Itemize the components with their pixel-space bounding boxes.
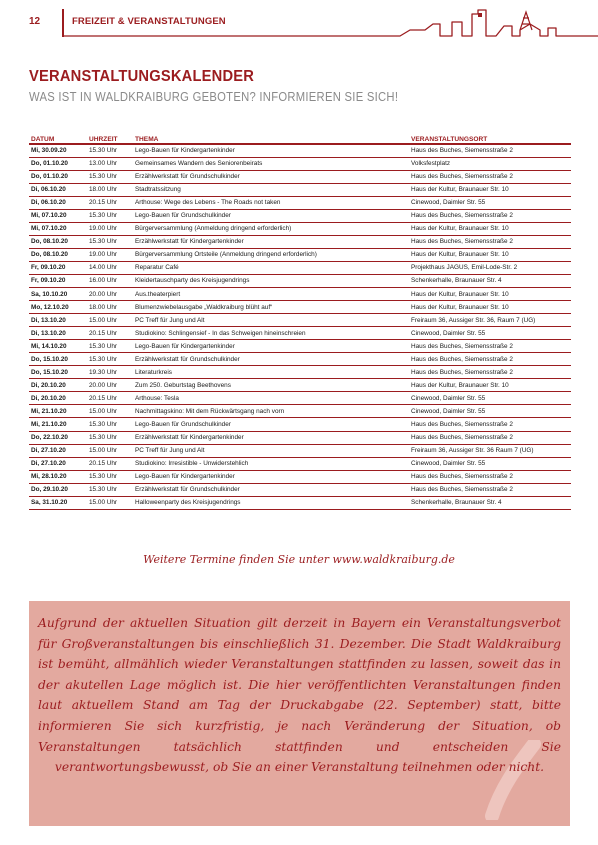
cell-date: Mo, 12.10.20: [29, 301, 87, 314]
cell-theme: Reparatur Café: [133, 261, 409, 274]
cell-time: 15.00 Uhr: [87, 405, 133, 418]
table-row: [29, 183, 571, 196]
cell-theme: Nachmittagskino: Mit dem Rückwärtsgang nach vorn: [133, 405, 409, 418]
cell-date: Di, 20.10.20: [29, 392, 87, 405]
cell-time: 20.15 Uhr: [87, 457, 133, 470]
cell-date: Di, 06.10.20: [29, 196, 87, 209]
table-row: [29, 418, 571, 431]
cell-time: 18.00 Uhr: [87, 183, 133, 196]
cell-venue: Haus der Kultur, Braunauer Str. 10: [409, 301, 571, 314]
table-row: [29, 235, 571, 248]
cell-theme: Zum 250. Geburtstag Beethovens: [133, 379, 409, 392]
table-row: [29, 431, 571, 444]
table-row: [29, 327, 571, 340]
table-row: [29, 444, 571, 457]
cell-theme: Lego-Bauen für Grundschulkinder: [133, 418, 409, 431]
more-events-link-text: Weitere Termine finden Sie unter www.waldkraiburg.de: [143, 553, 455, 566]
cell-date: Do, 15.10.20: [29, 353, 87, 366]
cell-venue: Haus des Buches, Siemensstraße 2: [409, 353, 571, 366]
cell-date: Di, 27.10.20: [29, 457, 87, 470]
cell-time: 19.00 Uhr: [87, 222, 133, 235]
cell-date: Do, 08.10.20: [29, 248, 87, 261]
cell-theme: Erzählwerkstatt für Grundschulkinder: [133, 483, 409, 496]
cell-time: 15.30 Uhr: [87, 431, 133, 444]
column-header-venue: VERANSTALTUNGSORT: [409, 133, 571, 144]
cell-venue: Schenkerhalle, Braunauer Str. 4: [409, 496, 571, 509]
cell-theme: PC Treff für Jung und Alt: [133, 314, 409, 327]
cell-venue: Cinewood, Daimler Str. 55: [409, 457, 571, 470]
cell-date: Do, 01.10.20: [29, 157, 87, 170]
cell-venue: Freiraum 36, Aussiger Str. 36, Raum 7 (UG): [409, 314, 571, 327]
table-row: [29, 144, 571, 157]
cell-theme: Literaturkreis: [133, 366, 409, 379]
cell-venue: Haus der Kultur, Braunauer Str. 10: [409, 222, 571, 235]
cell-date: Mi, 30.09.20: [29, 144, 87, 157]
cell-theme: Lego-Bauen für Kindergartenkinder: [133, 144, 409, 157]
cell-time: 14.00 Uhr: [87, 261, 133, 274]
cell-theme: Kleidertauschparty des Kreisjugendrings: [133, 274, 409, 287]
cell-venue: Haus der Kultur, Braunauer Str. 10: [409, 248, 571, 261]
cell-venue: Haus der Kultur, Braunauer Str. 10: [409, 379, 571, 392]
cell-theme: Erzählwerkstatt für Kindergartenkinder: [133, 235, 409, 248]
cell-venue: Freiraum 36, Aussiger Str. 36 Raum 7 (UG): [409, 444, 571, 457]
cell-venue: Haus des Buches, Siemensstraße 2: [409, 235, 571, 248]
cell-venue: Haus des Buches, Siemensstraße 2: [409, 431, 571, 444]
cell-venue: Haus der Kultur, Braunauer Str. 10: [409, 183, 571, 196]
cell-theme: Arthouse: Tesla: [133, 392, 409, 405]
cell-date: Mi, 07.10.20: [29, 222, 87, 235]
cell-time: 15.30 Uhr: [87, 470, 133, 483]
cell-time: 20.00 Uhr: [87, 288, 133, 301]
cell-theme: Stadtratssitzung: [133, 183, 409, 196]
cell-theme: Erzählwerkstatt für Grundschulkinder: [133, 170, 409, 183]
table-row: [29, 301, 571, 314]
cell-theme: Erzählwerkstatt für Grundschulkinder: [133, 353, 409, 366]
table-row: [29, 353, 571, 366]
cell-date: Do, 08.10.20: [29, 235, 87, 248]
table-row: [29, 314, 571, 327]
cell-venue: Haus des Buches, Siemensstraße 2: [409, 209, 571, 222]
cell-venue: Haus des Buches, Siemensstraße 2: [409, 418, 571, 431]
cell-date: Mi, 28.10.20: [29, 470, 87, 483]
cell-date: Sa, 10.10.20: [29, 288, 87, 301]
cell-venue: Schenkerhalle, Braunauer Str. 4: [409, 274, 571, 287]
cell-date: Do, 01.10.20: [29, 170, 87, 183]
page-title: VERANSTALTUNGSKALENDER: [29, 68, 255, 85]
cell-date: Di, 20.10.20: [29, 379, 87, 392]
cell-theme: Lego-Bauen für Kindergartenkinder: [133, 340, 409, 353]
cell-theme: Halloweenparty des Kreisjugendrings: [133, 496, 409, 509]
column-header-date: DATUM: [29, 133, 87, 144]
cell-time: 20.15 Uhr: [87, 392, 133, 405]
cell-date: Do, 22.10.20: [29, 431, 87, 444]
notice-box: [29, 601, 570, 826]
cell-date: Fr, 09.10.20: [29, 261, 87, 274]
table-row: [29, 288, 571, 301]
cell-time: 15.30 Uhr: [87, 170, 133, 183]
cell-date: Di, 13.10.20: [29, 327, 87, 340]
section-label: FREIZEIT & VERANSTALTUNGEN: [72, 16, 226, 27]
cell-theme: Lego-Bauen für Grundschulkinder: [133, 209, 409, 222]
cell-time: 18.00 Uhr: [87, 301, 133, 314]
cell-venue: Projekthaus JAGUS, Emil-Lode-Str. 2: [409, 261, 571, 274]
cell-time: 20.15 Uhr: [87, 327, 133, 340]
events-table: [29, 133, 571, 510]
cell-venue: Cinewood, Daimler Str. 55: [409, 196, 571, 209]
page-subtitle: WAS IST IN WALDKRAIBURG GEBOTEN? INFORMIEREN SIE SICH!: [29, 90, 399, 104]
table-row: [29, 470, 571, 483]
table-row: [29, 170, 571, 183]
table-row: [29, 340, 571, 353]
cell-time: 15.30 Uhr: [87, 340, 133, 353]
cell-venue: Volksfestplatz: [409, 157, 571, 170]
cell-time: 13.00 Uhr: [87, 157, 133, 170]
cell-theme: Aus.theaterpiert: [133, 288, 409, 301]
table-header-row: [29, 133, 571, 144]
table-row: [29, 496, 571, 509]
table-row: [29, 261, 571, 274]
cell-date: Sa, 31.10.20: [29, 496, 87, 509]
cell-time: 15.30 Uhr: [87, 483, 133, 496]
cell-theme: Studiokino: Schlingensief - In das Schweigen hineinschreien: [133, 327, 409, 340]
cell-theme: Bürgerversammlung Ortsteile (Anmeldung dringend erforderlich): [133, 248, 409, 261]
cell-theme: Studiokino: Irresistible - Unwiderstehlich: [133, 457, 409, 470]
cell-time: 15.30 Uhr: [87, 418, 133, 431]
cell-date: Do, 15.10.20: [29, 366, 87, 379]
table-row: [29, 392, 571, 405]
cell-date: Fr, 09.10.20: [29, 274, 87, 287]
cell-venue: Haus des Buches, Siemensstraße 2: [409, 340, 571, 353]
table-row: [29, 379, 571, 392]
cell-date: Mi, 21.10.20: [29, 405, 87, 418]
page-header: [0, 0, 598, 46]
cell-venue: Haus des Buches, Siemensstraße 2: [409, 144, 571, 157]
city-skyline-icon: [0, 0, 598, 46]
cell-theme: PC Treff für Jung und Alt: [133, 444, 409, 457]
table-row: [29, 196, 571, 209]
cell-time: 19.30 Uhr: [87, 366, 133, 379]
table-row: [29, 483, 571, 496]
table-row: [29, 248, 571, 261]
cell-time: 15.00 Uhr: [87, 314, 133, 327]
cell-theme: Erzählwerkstatt für Kindergartenkinder: [133, 431, 409, 444]
cell-venue: Haus des Buches, Siemensstraße 2: [409, 366, 571, 379]
cell-time: 16.00 Uhr: [87, 274, 133, 287]
cell-time: 15.30 Uhr: [87, 235, 133, 248]
cell-date: Mi, 14.10.20: [29, 340, 87, 353]
cell-date: Do, 29.10.20: [29, 483, 87, 496]
cell-time: 15.30 Uhr: [87, 144, 133, 157]
cell-theme: Lego-Bauen für Kindergartenkinder: [133, 470, 409, 483]
cell-theme: Blumenzwiebelausgabe „Waldkraiburg blüht auf“: [133, 301, 409, 314]
table-row: [29, 222, 571, 235]
column-header-time: UHRZEIT: [87, 133, 133, 144]
cell-time: 19.00 Uhr: [87, 248, 133, 261]
table-row: [29, 157, 571, 170]
cell-venue: Haus des Buches, Siemensstraße 2: [409, 170, 571, 183]
cell-venue: Cinewood, Daimler Str. 55: [409, 327, 571, 340]
cell-venue: Cinewood, Daimler Str. 55: [409, 405, 571, 418]
table-row: [29, 366, 571, 379]
events-table-body: [29, 144, 571, 509]
cell-date: Di, 27.10.20: [29, 444, 87, 457]
cell-venue: Haus des Buches, Siemensstraße 2: [409, 470, 571, 483]
cell-time: 15.00 Uhr: [87, 496, 133, 509]
cell-time: 15.30 Uhr: [87, 209, 133, 222]
cell-venue: Cinewood, Daimler Str. 55: [409, 392, 571, 405]
cell-date: Mi, 21.10.20: [29, 418, 87, 431]
cell-theme: Arthouse: Wege des Lebens - The Roads not taken: [133, 196, 409, 209]
table-row: [29, 405, 571, 418]
cell-time: 15.30 Uhr: [87, 353, 133, 366]
cell-venue: Haus des Buches, Siemensstraße 2: [409, 483, 571, 496]
cell-venue: Haus der Kultur, Braunauer Str. 10: [409, 288, 571, 301]
cell-time: 20.15 Uhr: [87, 196, 133, 209]
page-number: 12: [29, 16, 41, 27]
cell-date: Mi, 07.10.20: [29, 209, 87, 222]
column-header-theme: THEMA: [133, 133, 409, 144]
cell-theme: Gemeinsames Wandern des Seniorenbeirats: [133, 157, 409, 170]
table-row: [29, 274, 571, 287]
cell-time: 15.00 Uhr: [87, 444, 133, 457]
cell-theme: Bürgerversammlung (Anmeldung dringend erforderlich): [133, 222, 409, 235]
cell-time: 20.00 Uhr: [87, 379, 133, 392]
cell-date: Di, 06.10.20: [29, 183, 87, 196]
cell-date: Di, 13.10.20: [29, 314, 87, 327]
table-row: [29, 457, 571, 470]
notice-text: Aufgrund der aktuellen Situation gilt derzeit in Bayern ein Veranstaltungsverbot für Großveranstaltungen bis einschließlich 31. Dezember. Die Stadt Waldkraiburg ist bemüht, allmählich wieder Veranstaltungen stattfinden zu lassen, soweit das in der akutellen Lage möglich ist. Die hier veröffentlichten Veranstaltungen finden laut aktuellem Stand am Tag der Druckabgabe (22. September) statt, bitte informieren Sie sich kurzfristig, je nach Veränderung der Situation, ob Veranstaltungen tatsächlich stattfinden und entscheiden Sie verantwortungsbewusst, ob Sie an einer Veranstaltung teilnehmen oder nicht.: [38, 616, 561, 775]
table-row: [29, 209, 571, 222]
